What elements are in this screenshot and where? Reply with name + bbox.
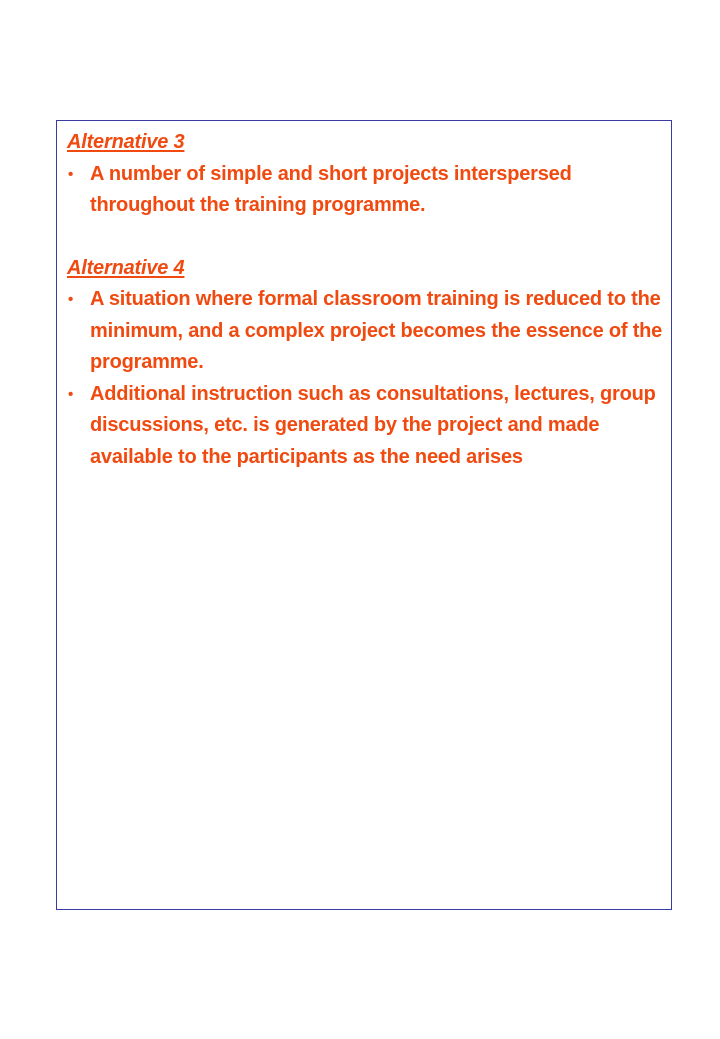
bullet-text: A situation where formal classroom training is reduced to the minimum, and a complex project becomes the essence of the programme.	[90, 288, 663, 373]
bullet-item	[67, 284, 667, 379]
bullet-icon: •	[68, 165, 74, 183]
slide-content	[67, 127, 667, 473]
bullet-item	[67, 379, 667, 474]
section-alternative-3	[67, 127, 667, 222]
bullet-icon: •	[68, 385, 74, 403]
slide-frame	[56, 120, 672, 910]
bullet-text: Additional instruction such as consultations, lectures, group discussions, etc. is generated by the project and made available to the participants as the need arises	[90, 382, 656, 468]
section-alternative-4	[67, 253, 667, 474]
section-heading: Alternative 3	[67, 131, 185, 153]
bullet-item	[67, 159, 667, 222]
bullet-text: A number of simple and short projects interspersed throughout the training programme.	[90, 162, 572, 216]
section-heading: Alternative 4	[67, 256, 185, 279]
bullet-icon: •	[68, 291, 74, 308]
